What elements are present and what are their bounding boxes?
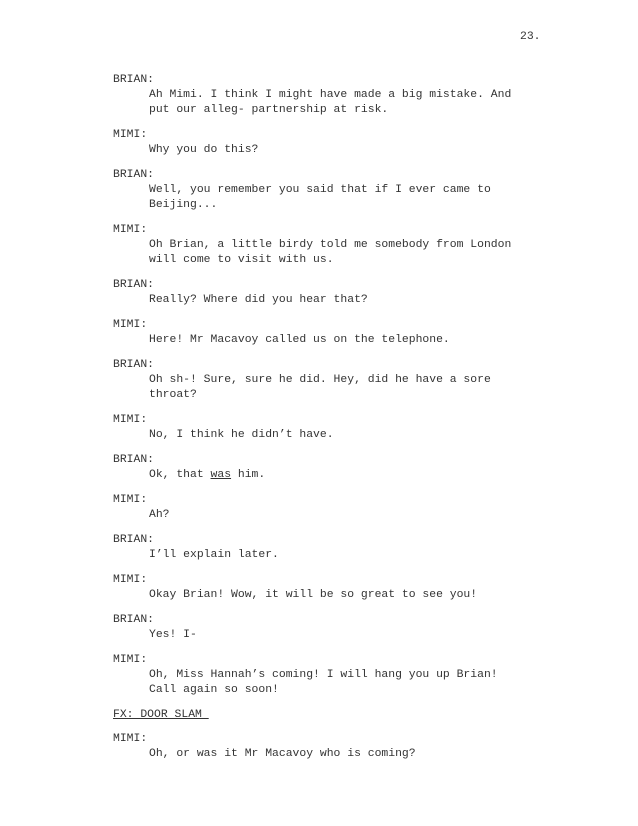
dialogue-block: [113, 732, 583, 762]
dialogue-block: [113, 573, 583, 603]
dialogue-text: Ok, that: [149, 469, 211, 481]
sound-effect-block: [113, 708, 583, 723]
dialogue-line: Why you do this?: [149, 144, 259, 156]
character-name: MIMI:: [113, 414, 148, 426]
dialogue-line: Really? Where did you hear that?: [149, 294, 368, 306]
dialogue-block: [113, 73, 583, 118]
dialogue-block: [113, 168, 583, 213]
character-name: MIMI:: [113, 654, 148, 666]
dialogue-line: Oh, Miss Hannah’s coming! I will hang you up Brian!: [149, 669, 498, 681]
character-name: BRIAN:: [113, 169, 155, 181]
dialogue-block: [113, 533, 583, 563]
dialogue-block: [113, 318, 583, 348]
dialogue-block: [113, 278, 583, 308]
dialogue-line: throat?: [149, 389, 197, 401]
sound-effect-cue: FX: DOOR SLAM: [113, 709, 209, 721]
dialogue-line: Oh, or was it Mr Macavoy who is coming?: [149, 748, 416, 760]
page-number: 23.: [520, 31, 541, 43]
character-name: BRIAN:: [113, 534, 155, 546]
dialogue-block: [113, 413, 583, 443]
dialogue-line: [149, 468, 583, 483]
character-name: MIMI:: [113, 319, 148, 331]
character-name: BRIAN:: [113, 454, 155, 466]
dialogue-block: [113, 358, 583, 403]
dialogue-line: Ah?: [149, 509, 170, 521]
dialogue-block: [113, 223, 583, 268]
dialogue-block: [113, 613, 583, 643]
dialogue-block: [113, 493, 583, 523]
dialogue-block: [113, 453, 583, 483]
emphasized-word: was: [210, 469, 232, 481]
dialogue-line: Call again so soon!: [149, 684, 279, 696]
dialogue-block: [113, 128, 583, 158]
character-name: BRIAN:: [113, 74, 155, 86]
script-body: [113, 73, 583, 772]
dialogue-line: Beijing...: [149, 199, 218, 211]
character-name: BRIAN:: [113, 614, 155, 626]
character-name: MIMI:: [113, 733, 148, 745]
dialogue-line: Oh Brian, a little birdy told me somebody from London: [149, 239, 512, 251]
dialogue-line: Well, you remember you said that if I ever came to: [149, 184, 491, 196]
character-name: MIMI:: [113, 494, 148, 506]
dialogue-text: him.: [231, 469, 266, 481]
character-name: MIMI:: [113, 574, 148, 586]
character-name: MIMI:: [113, 224, 148, 236]
dialogue-line: Yes! I-: [149, 629, 197, 641]
dialogue-line: will come to visit with us.: [149, 254, 334, 266]
character-name: BRIAN:: [113, 359, 155, 371]
dialogue-block: [113, 653, 583, 698]
dialogue-line: Here! Mr Macavoy called us on the telephone.: [149, 334, 450, 346]
dialogue-line: Okay Brian! Wow, it will be so great to see you!: [149, 589, 478, 601]
dialogue-line: Ah Mimi. I think I might have made a big mistake. And: [149, 89, 512, 101]
dialogue-line: No, I think he didn’t have.: [149, 429, 334, 441]
dialogue-line: put our alleg- partnership at risk.: [149, 104, 389, 116]
character-name: BRIAN:: [113, 279, 155, 291]
character-name: MIMI:: [113, 129, 148, 141]
dialogue-line: I’ll explain later.: [149, 549, 279, 561]
dialogue-line: Oh sh-! Sure, sure he did. Hey, did he have a sore: [149, 374, 491, 386]
